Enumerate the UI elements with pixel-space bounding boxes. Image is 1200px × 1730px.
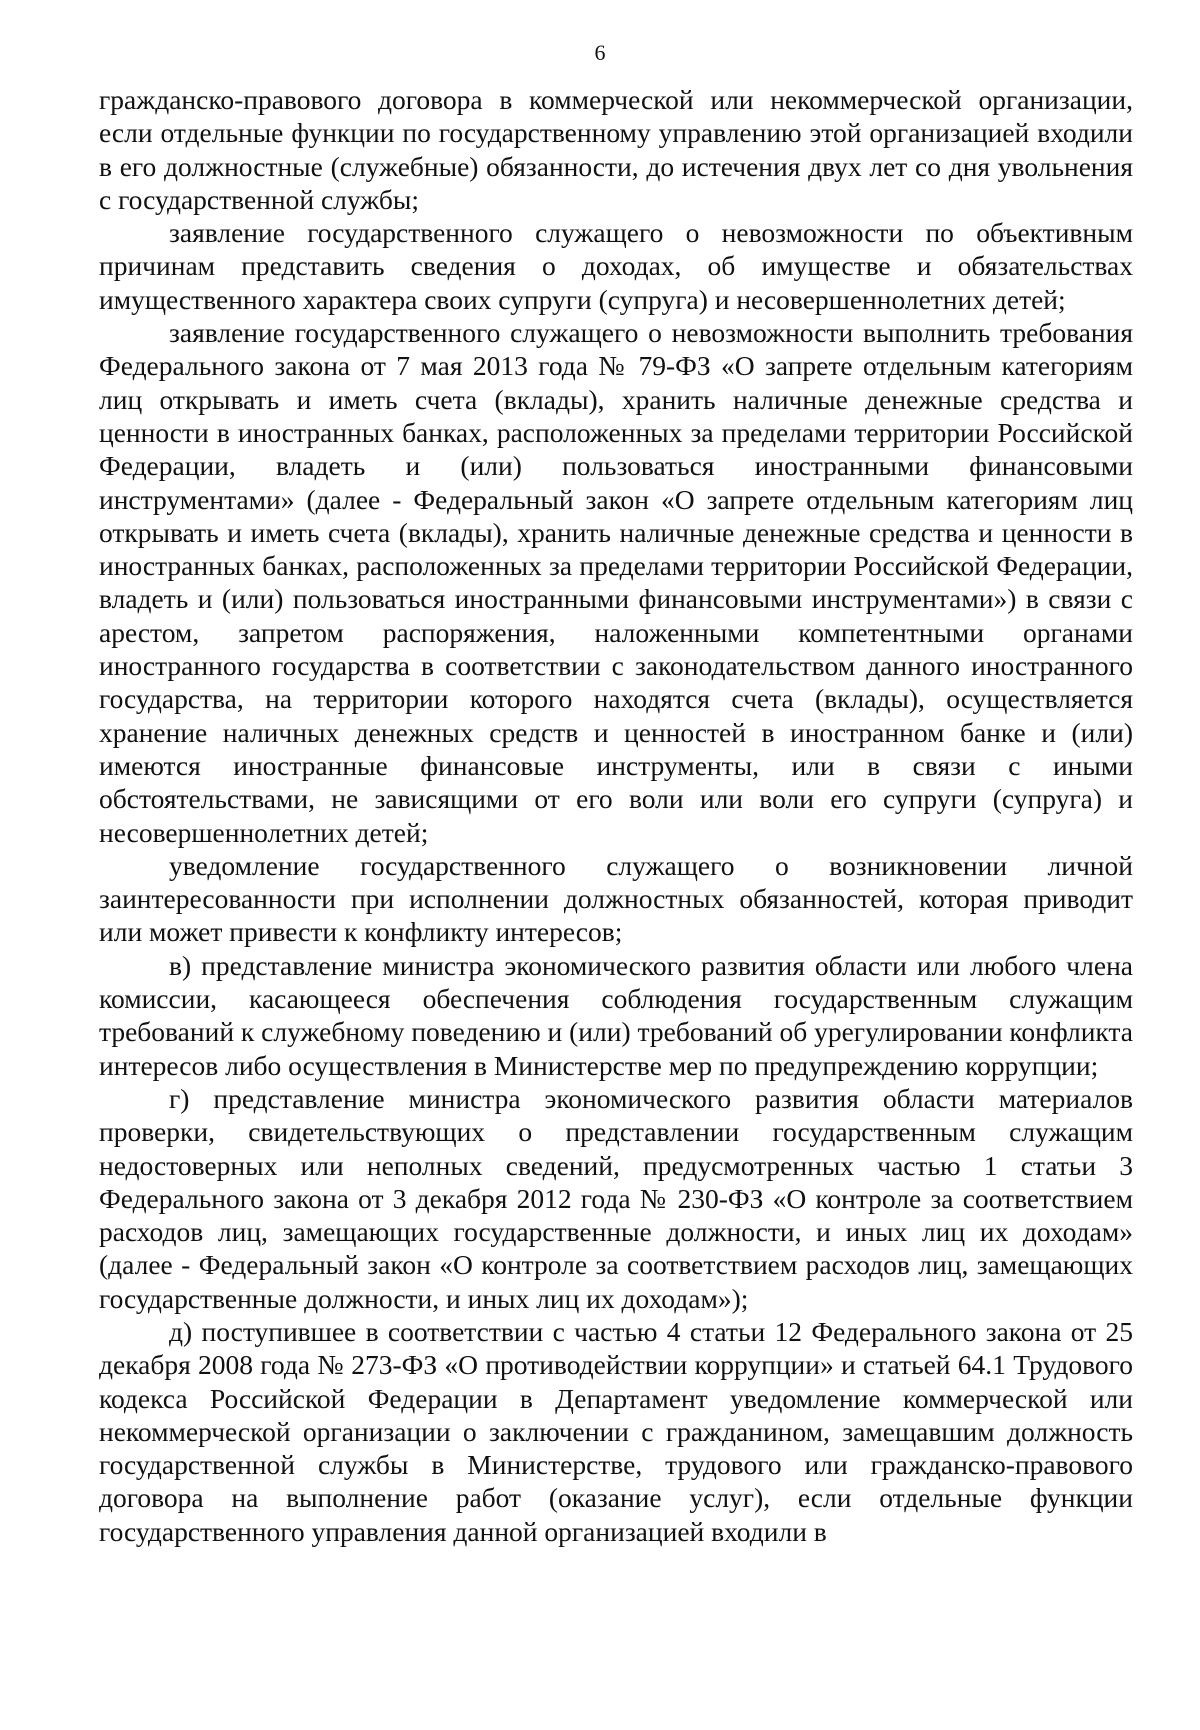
paragraph: в) представление министра экономического развития области или любого члена комиссии, касающееся обеспечения соблюдения государственным служащим требований к служебному поведению и (или) требований об урегулировании конфликта интересов либо осуществления в Министерстве мер по предупреждению коррупции; [99,949,1133,1081]
paragraph: д) поступившее в соответствии с частью 4 статьи 12 Федерального закона от 25 декабря 2008 года № 273-ФЗ «О противодействии коррупции» и статьей 64.1 Трудового кодекса Российской Федерации в Департамент уведомление коммерческой или некоммерческой организации о заключении с гражданином, замещавшим должность государственной службы в Министерстве, трудового или гражданско-правового договора на выполнение работ (оказание услуг), если отдельные функции государственного управления данной организацией входили в [99,1315,1133,1547]
paragraph: гражданско-правового договора в коммерческой или некоммерческой организации, если отдельные функции по государственному управлению этой организацией входили в его должностные (служебные) обязанности, до истечения двух лет со дня увольнения с государственной службы; [99,84,1133,215]
paragraph: г) представление министра экономического развития области материалов проверки, свидетельствующих о представлении государственным служащим недостоверных или неполных сведений, предусмотренных частью 1 статьи 3 Федерального закона от 3 декабря 2012 года № 230-ФЗ «О контроле за соответствием расходов лиц, замещающих государственные должности, и иных лиц их доходам» (далее - Федеральный закон «О контроле за соответствием расходов лиц, замещающих государственные должности, и иных лиц их доходам»); [99,1082,1133,1314]
page-number: 6 [594,40,606,65]
body-text [99,83,1133,1548]
paragraph: заявление государственного служащего о невозможности по объективным причинам представить сведения о доходах, об имуществе и обязательствах имущественного характера своих супруги (супруга) и несовершеннолетних детей; [99,217,1133,315]
paragraph: уведомление государственного служащего о возникновении личной заинтересованности при исполнении должностных обязанностей, которая приводит или может привести к конфликту интересов; [99,849,1133,948]
paragraph: заявление государственного служащего о невозможности выполнить требования Федерального закона от 7 мая 2013 года № 79-ФЗ «О запрете отдельным категориям лиц открывать и иметь счета (вклады), хранить наличные денежные средства и ценности в иностранных банках, расположенных за пределами территории Российской Федерации, владеть и (или) пользоваться иностранными финансовыми инструментами» (далее - Федеральный закон «О запрете отдельным категориям лиц открывать и иметь счета (вклады), хранить наличные денежные средства и ценности в иностранных банках, расположенных за пределами территории Российской Федерации, владеть и (или) пользоваться иностранными финансовыми инструментами») в связи с арестом, запретом распоряжения, наложенными компетентными органами иностранного государства в соответствии с законодательством данного иностранного государства, на территории которого находятся счета (вклады), осуществляется хранение наличных денежных средств и ценностей в иностранном банке и (или) имеются иностранные финансовые инструменты, или в связи с иными обстоятельствами, не зависящими от его воли или воли его супруги (супруга) и несовершеннолетних детей; [99,317,1133,848]
